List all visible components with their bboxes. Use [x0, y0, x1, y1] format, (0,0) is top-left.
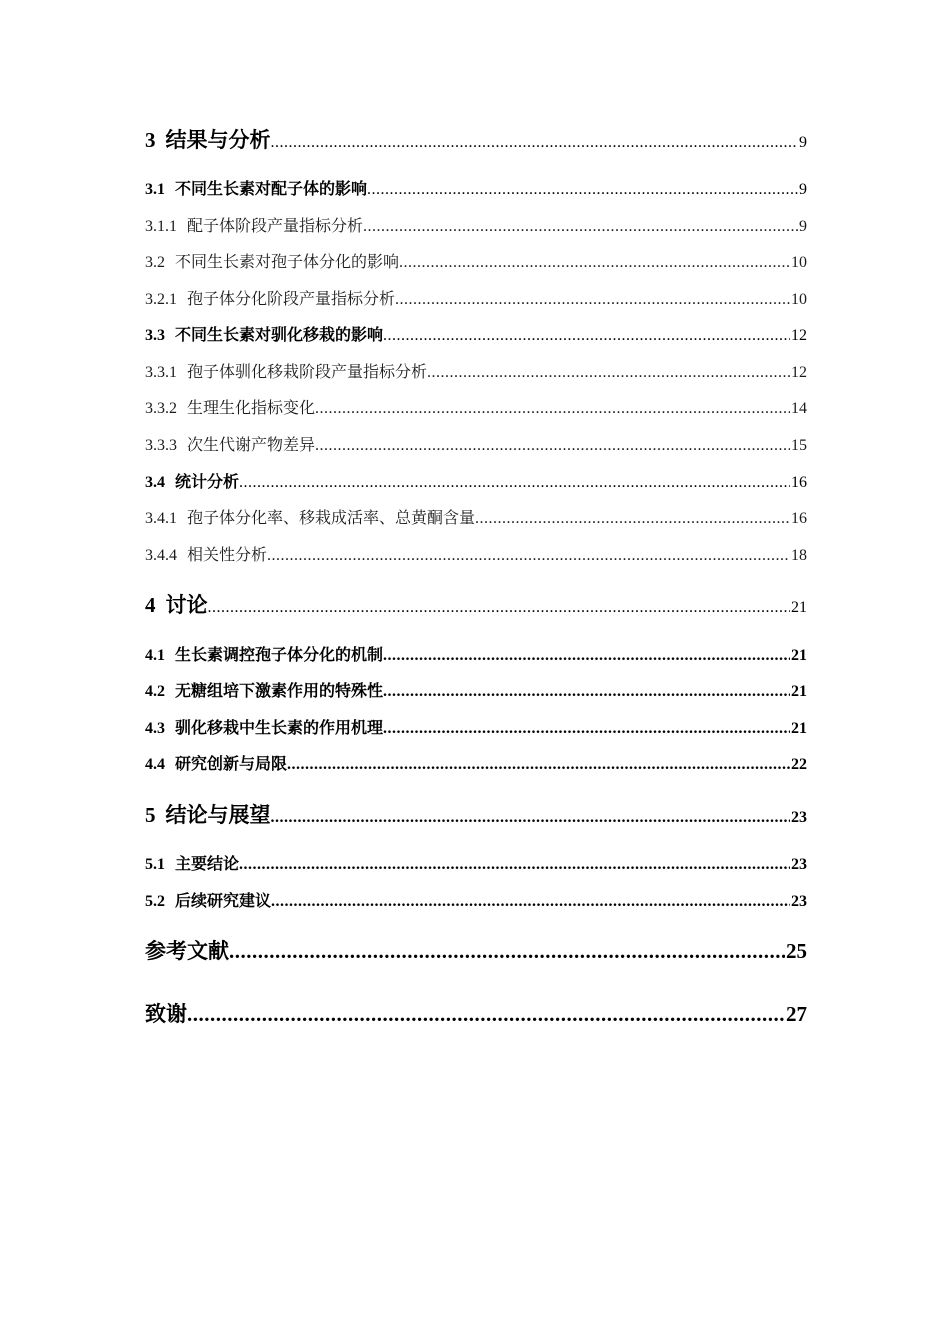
toc-entry-number: 4.1 [145, 647, 165, 664]
toc-entry-section-5-1[interactable] [145, 857, 807, 873]
toc-entry-number: 3.3.3 [145, 437, 177, 454]
toc-entry-number: 3.2 [145, 254, 165, 271]
toc-entry-page: 21 [791, 683, 807, 700]
toc-entry-subsection-3-4-4[interactable] [145, 548, 807, 564]
toc-leader-dots [399, 255, 790, 271]
toc-entry-title: 讨论 [165, 593, 208, 617]
toc-entry-page: 18 [791, 547, 807, 564]
toc-entry-page: 15 [791, 437, 807, 454]
toc-leader-dots [271, 135, 799, 151]
toc-entry-section-4-2[interactable] [145, 684, 807, 700]
toc-entry-title: 后续研究建议 [175, 893, 272, 910]
toc-entry-number: 5 [145, 803, 156, 827]
toc-entry-title: 孢子体分化率、移栽成活率、总黄酮含量 [187, 510, 476, 527]
toc-entry-number: 3.3.2 [145, 400, 177, 417]
toc-entry-number: 4.3 [145, 720, 165, 737]
table-of-contents [145, 0, 807, 1344]
toc-leader-dots [383, 684, 790, 700]
toc-entry-title: 驯化移栽中生长素的作用机理 [175, 720, 384, 737]
toc-leader-dots [475, 511, 790, 527]
toc-entry-number: 3.1 [145, 181, 165, 198]
toc-entry-subsection-3-1-1[interactable] [145, 219, 807, 235]
toc-entry-page: 16 [791, 510, 807, 527]
toc-leader-dots [267, 548, 790, 564]
toc-leader-dots [208, 600, 791, 616]
toc-entry-page: 22 [791, 756, 807, 773]
toc-leader-dots [383, 648, 790, 664]
toc-entry-number: 3.2.1 [145, 291, 177, 308]
toc-entry-number: 3 [145, 128, 156, 152]
toc-entry-title: 研究创新与局限 [175, 756, 288, 773]
toc-leader-dots [315, 438, 790, 454]
toc-entry-number: 5.2 [145, 893, 165, 910]
toc-entry-subsection-3-4-1[interactable] [145, 511, 807, 527]
toc-leader-dots [229, 941, 785, 962]
toc-leader-dots [287, 757, 790, 773]
toc-entry-title: 生理生化指标变化 [187, 400, 316, 417]
toc-entry-title: 次生代谢产物差异 [187, 437, 316, 454]
toc-leader-dots [367, 182, 798, 198]
toc-entry-chapter-3[interactable] [145, 130, 807, 151]
toc-entry-number: 3.4 [145, 474, 165, 491]
toc-entry-section-4-1[interactable] [145, 648, 807, 664]
toc-entry-page: 27 [786, 1002, 807, 1026]
toc-entry-chapter-5[interactable] [145, 805, 807, 826]
toc-entry-title: 主要结论 [175, 856, 240, 873]
toc-entry-references[interactable] [145, 941, 807, 962]
toc-entry-section-4-4[interactable] [145, 757, 807, 773]
toc-entry-title: 统计分析 [175, 474, 240, 491]
toc-leader-dots [315, 401, 790, 417]
toc-leader-dots [239, 857, 790, 873]
toc-entry-page: 9 [799, 218, 807, 235]
toc-entry-page: 21 [791, 599, 807, 616]
toc-entry-subsection-3-3-1[interactable] [145, 365, 807, 381]
toc-entry-page: 21 [791, 647, 807, 664]
toc-leader-dots [363, 219, 798, 235]
toc-entry-section-3-4[interactable] [145, 475, 807, 491]
toc-entry-section-4-3[interactable] [145, 721, 807, 737]
toc-entry-number: 3.4.4 [145, 547, 177, 564]
toc-entry-page: 12 [791, 364, 807, 381]
toc-leader-dots [271, 894, 790, 910]
toc-entry-title: 不同生长素对孢子体分化的影响 [175, 254, 400, 271]
toc-entry-title: 孢子体分化阶段产量指标分析 [187, 291, 396, 308]
toc-entry-number: 5.1 [145, 856, 165, 873]
toc-entry-title: 不同生长素对配子体的影响 [175, 181, 368, 198]
toc-entry-page: 9 [799, 181, 807, 198]
toc-entry-section-3-1[interactable] [145, 182, 807, 198]
toc-entry-number: 4.4 [145, 756, 165, 773]
toc-entry-number: 3.3.1 [145, 364, 177, 381]
toc-entry-title: 孢子体驯化移栽阶段产量指标分析 [187, 364, 428, 381]
toc-entry-number: 3.1.1 [145, 218, 177, 235]
toc-leader-dots [239, 475, 790, 491]
toc-leader-dots [383, 721, 790, 737]
toc-entry-title: 结论与展望 [165, 803, 271, 827]
toc-entry-page: 12 [791, 327, 807, 344]
toc-entry-page: 23 [791, 893, 807, 910]
toc-entry-number: 4 [145, 593, 156, 617]
toc-entry-section-3-3[interactable] [145, 328, 807, 344]
toc-leader-dots [427, 365, 790, 381]
toc-entry-number: 3.4.1 [145, 510, 177, 527]
toc-entry-acknowledgements[interactable] [145, 1004, 807, 1025]
toc-entry-number: 4.2 [145, 683, 165, 700]
toc-leader-dots [271, 810, 791, 826]
toc-entry-page: 23 [791, 856, 807, 873]
toc-entry-page: 21 [791, 720, 807, 737]
toc-entry-title: 相关性分析 [187, 547, 268, 564]
toc-entry-subsection-3-3-2[interactable] [145, 401, 807, 417]
toc-entry-title: 不同生长素对驯化移栽的影响 [175, 327, 384, 344]
toc-entry-subsection-3-2-1[interactable] [145, 292, 807, 308]
toc-entry-title: 无糖组培下激素作用的特殊性 [175, 683, 384, 700]
toc-leader-dots [395, 292, 790, 308]
toc-leader-dots [383, 328, 790, 344]
toc-entry-page: 16 [791, 474, 807, 491]
toc-entry-title: 生长素调控孢子体分化的机制 [175, 647, 384, 664]
toc-leader-dots [187, 1004, 785, 1025]
toc-entry-title: 致谢 [145, 1002, 187, 1026]
toc-entry-page: 23 [791, 809, 807, 826]
toc-entry-page: 14 [791, 400, 807, 417]
toc-entry-page: 10 [791, 291, 807, 308]
toc-entry-section-5-2[interactable] [145, 894, 807, 910]
toc-entry-subsection-3-3-3[interactable] [145, 438, 807, 454]
toc-entry-chapter-4[interactable] [145, 595, 807, 616]
toc-entry-page: 25 [786, 939, 807, 963]
toc-entry-page: 10 [791, 254, 807, 271]
toc-entry-title: 结果与分析 [165, 128, 271, 152]
toc-entry-page: 9 [799, 134, 807, 151]
toc-entry-title: 参考文献 [145, 939, 229, 963]
toc-entry-section-3-2[interactable] [145, 255, 807, 271]
toc-entry-title: 配子体阶段产量指标分析 [187, 218, 364, 235]
toc-entry-number: 3.3 [145, 327, 165, 344]
